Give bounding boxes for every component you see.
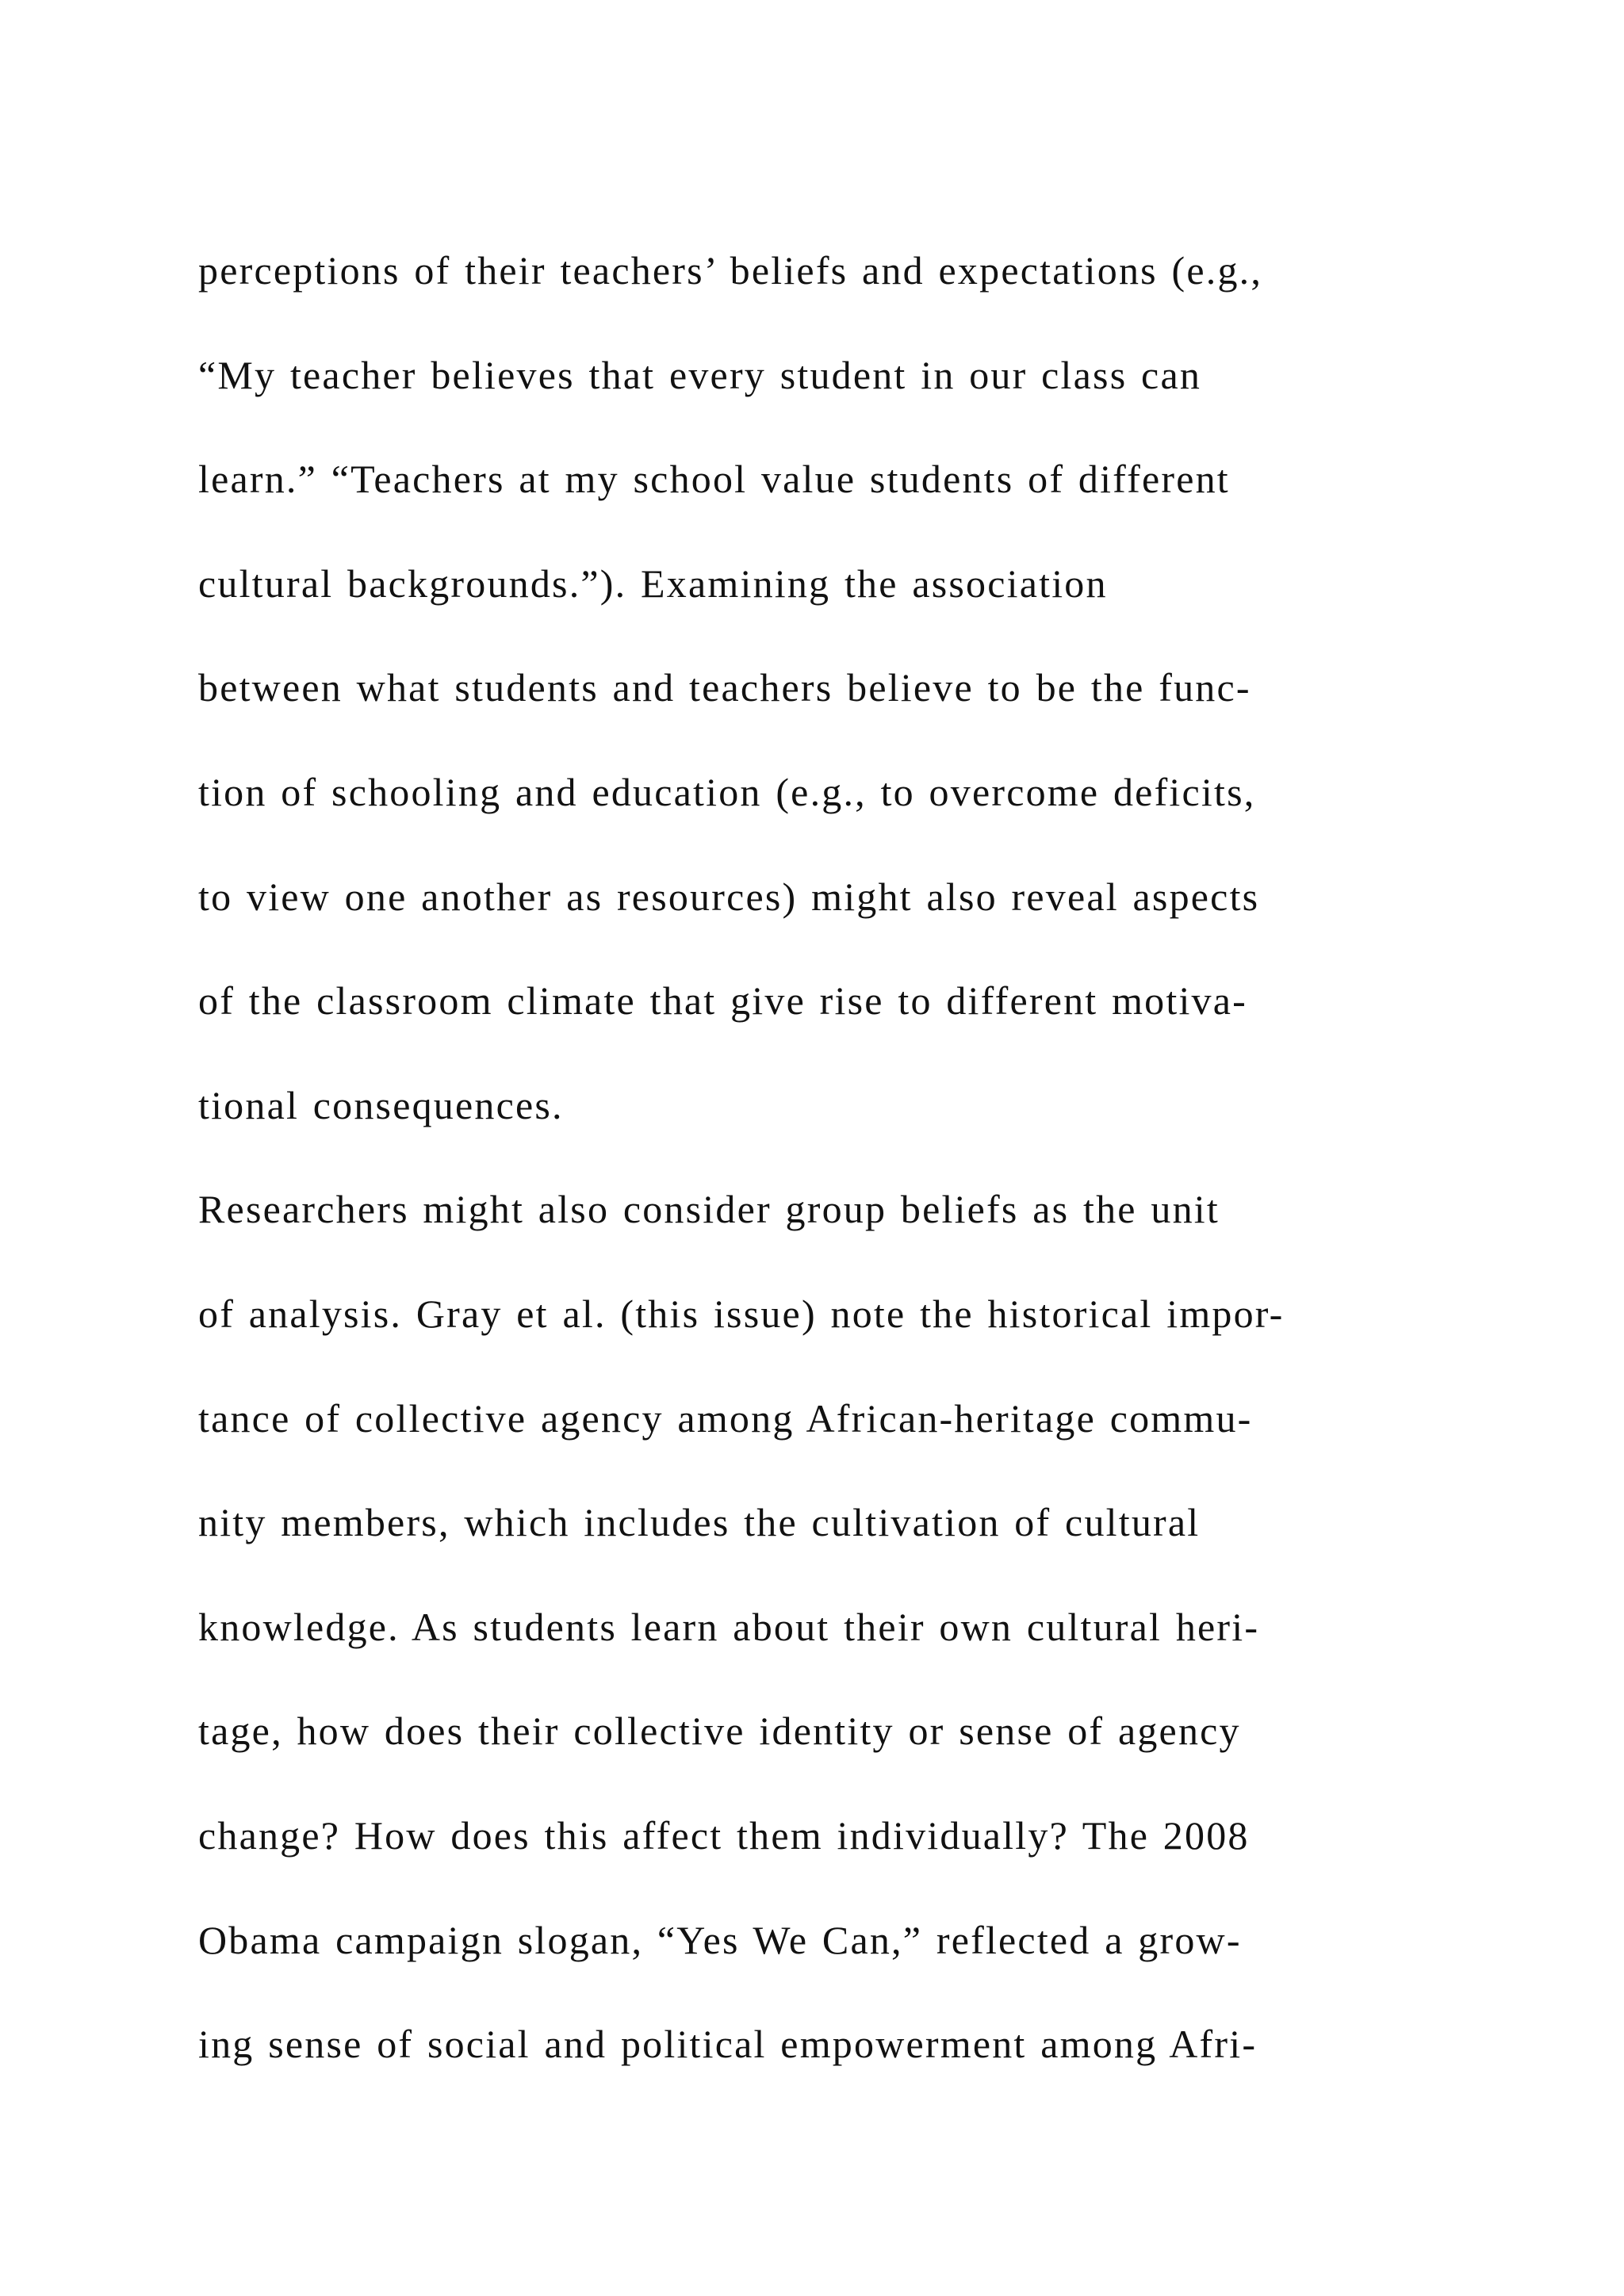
text-line: tional consequences. [198, 1082, 564, 1127]
text-line: of the classroom climate that give rise to different motiva- [198, 978, 1247, 1024]
text-line: nity members, which includes the cultivation of cultural [198, 1500, 1201, 1545]
text-line: ing sense of social and political empowerment among Afri- [198, 2022, 1258, 2067]
text-line: tance of collective agency among African-heritage commu- [198, 1395, 1253, 1441]
text-line: Obama campaign slogan, “Yes We Can,” reflected a grow- [198, 1917, 1242, 1962]
text-line: learn.” “Teachers at my school value students of different [198, 457, 1230, 502]
text-line: change? How does this affect them individually? The 2008 [198, 1812, 1250, 1858]
text-line: tage, how does their collective identity or sense of agency [198, 1709, 1241, 1754]
text-line: “My teacher believes that every student in our class can [198, 352, 1202, 397]
text-line: of analysis. Gray et al. (this issue) note the historical impor- [198, 1291, 1285, 1336]
body-text [198, 219, 1435, 2097]
text-line: knowledge. As students learn about their own cultural heri- [198, 1604, 1260, 1649]
text-line: perceptions of their teachers’ beliefs and expectations (e.g., [198, 248, 1263, 293]
text-line: to view one another as resources) might also reveal aspects [198, 874, 1260, 919]
text-line: Researchers might also consider group beliefs as the unit [198, 1187, 1220, 1232]
text-line: tion of schooling and education (e.g., to overcome deficits, [198, 769, 1256, 814]
text-line: cultural backgrounds.”). Examining the association [198, 561, 1108, 606]
text-line: between what students and teachers believe to be the func- [198, 665, 1251, 710]
